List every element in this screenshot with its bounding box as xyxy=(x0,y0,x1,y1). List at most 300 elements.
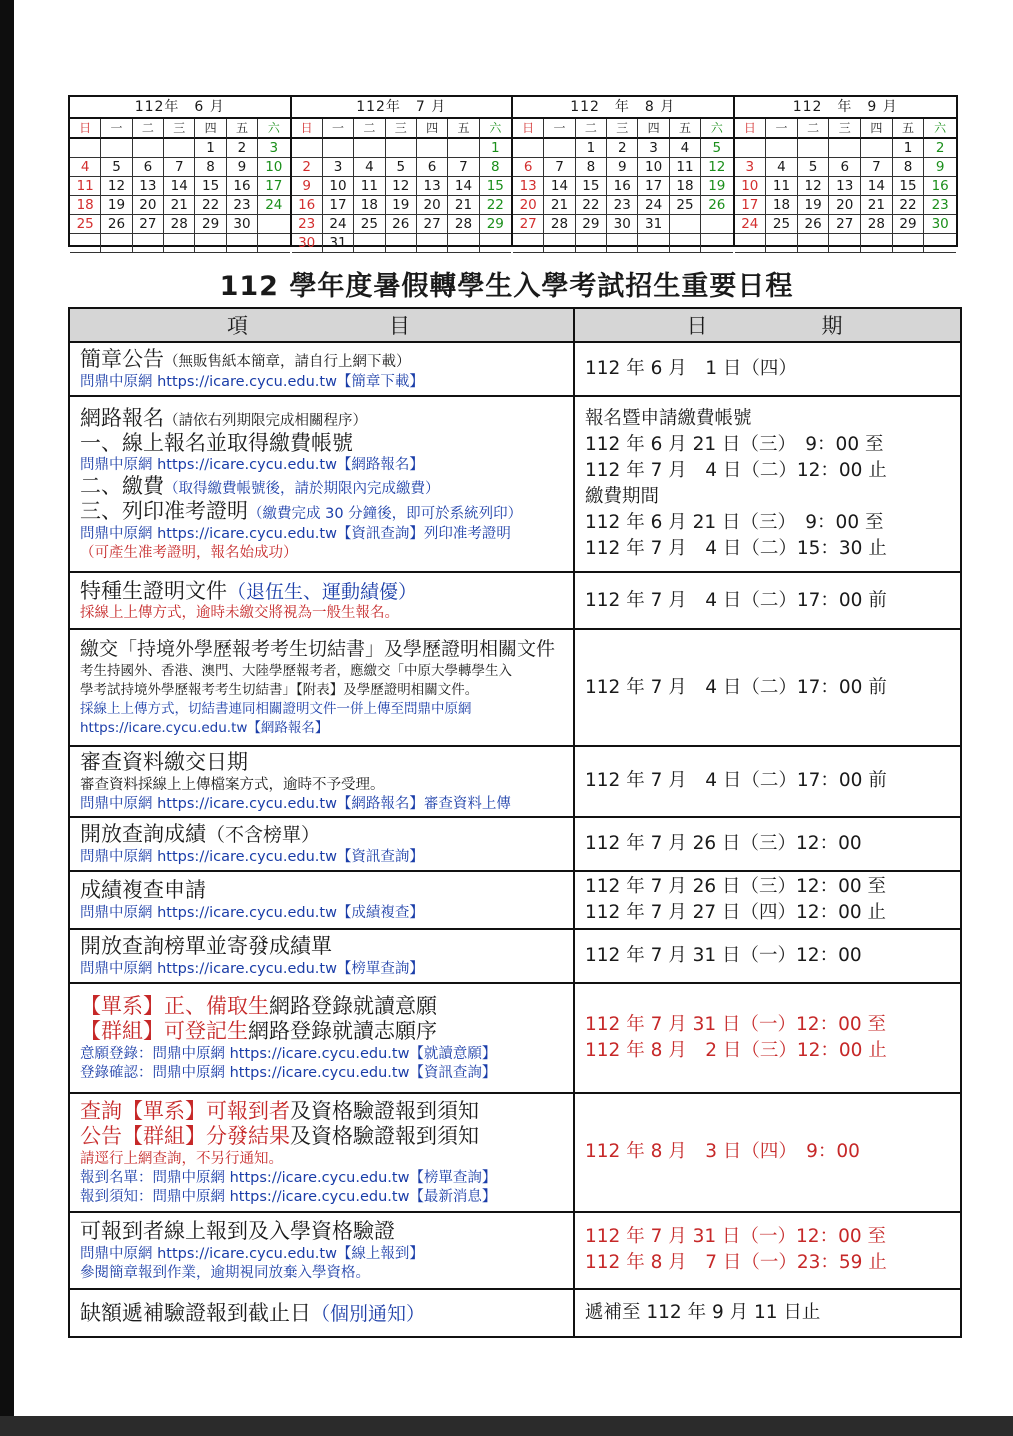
weekday-label: 四 xyxy=(638,119,669,139)
date-line: 112 年 7 月 27 日（四）12：00 止 xyxy=(585,901,886,923)
calendar-day: 5 xyxy=(701,139,732,158)
date-line: 112 年 7 月 31 日（一）12：00 至 xyxy=(585,1013,886,1035)
item-note: （請依右列期限完成相關程序） xyxy=(164,412,367,429)
date-line: 112 年 8 月 3 日（四） 9：00 xyxy=(585,1141,860,1163)
calendar-day: 15 xyxy=(480,177,511,196)
table-row xyxy=(69,871,961,929)
calendar-day xyxy=(513,234,544,253)
calendar-day: 31 xyxy=(323,234,354,253)
item-text: 問鼎中原網 https://icare.cycu.edu.tw【網路報名】審查資料上傳 xyxy=(80,795,511,812)
date-cell xyxy=(574,342,961,396)
calendar-grid xyxy=(70,119,290,253)
item-note: （繳費完成 30 分鐘後，即可於系統列印） xyxy=(248,506,523,523)
calendar-day xyxy=(544,139,575,158)
weekday-label: 六 xyxy=(258,119,289,139)
date-line: 繳費期間 xyxy=(585,486,660,507)
table-row xyxy=(69,817,961,871)
date-cell xyxy=(574,572,961,629)
item-cell xyxy=(69,1289,574,1337)
item-text: 問鼎中原網 https://icare.cycu.edu.tw【網路報名】 xyxy=(80,457,424,474)
calendar-day: 23 xyxy=(924,196,956,215)
calendar-month xyxy=(292,97,514,251)
calendar-day: 6 xyxy=(417,158,448,177)
item-line xyxy=(80,1149,565,1168)
calendar-day: 16 xyxy=(607,177,638,196)
calendar-day: 28 xyxy=(861,215,893,234)
item-text: 開放查詢成績 xyxy=(80,822,206,847)
item-line xyxy=(80,822,565,847)
item-note: 及資格驗證報到須知 xyxy=(290,1123,479,1148)
calendar-day: 10 xyxy=(323,177,354,196)
weekday-label: 一 xyxy=(101,119,132,139)
item-line xyxy=(80,638,565,660)
calendar-day xyxy=(354,234,385,253)
calendar-strip xyxy=(68,95,958,251)
calendar-day: 25 xyxy=(670,196,701,215)
item-text: 參閱簡章報到作業，逾期視同放棄入學資格。 xyxy=(80,1264,370,1281)
weekday-label: 日 xyxy=(292,119,323,139)
item-line xyxy=(80,903,565,922)
item-text: 問鼎中原網 https://icare.cycu.edu.tw【成績複查】 xyxy=(80,904,424,921)
date-cell xyxy=(574,1093,961,1212)
table-row xyxy=(69,1093,961,1212)
calendar-day: 4 xyxy=(670,139,701,158)
calendar-day: 20 xyxy=(829,196,861,215)
item-line xyxy=(80,959,565,978)
calendar-day: 26 xyxy=(386,215,417,234)
calendar-day: 12 xyxy=(386,177,417,196)
date-line: 112 年 7 月 4 日（二）17：00 前 xyxy=(585,770,887,792)
weekday-label: 三 xyxy=(164,119,195,139)
calendar-grid xyxy=(735,119,957,253)
calendar-day xyxy=(386,234,417,253)
item-line xyxy=(80,699,565,718)
date-line: 112 年 8 月 7 日（一）23：59 止 xyxy=(585,1252,887,1274)
calendar-day: 15 xyxy=(195,177,226,196)
calendar-day: 8 xyxy=(576,158,607,177)
calendar-day xyxy=(70,234,101,253)
calendar-day xyxy=(735,139,767,158)
table-row xyxy=(69,572,961,629)
calendar-day: 23 xyxy=(607,196,638,215)
item-line xyxy=(80,603,565,622)
calendar-day: 1 xyxy=(893,139,925,158)
calendar-day: 27 xyxy=(513,215,544,234)
calendar-day: 3 xyxy=(323,158,354,177)
calendar-day: 6 xyxy=(133,158,164,177)
calendar-day: 16 xyxy=(924,177,956,196)
calendar-day: 12 xyxy=(798,177,830,196)
item-text: 學考試持境外學歷報考考生切結書」【附表】及學歷證明相關文件。 xyxy=(80,681,479,698)
date-line: 112 年 7 月 4 日（二）15：30 止 xyxy=(585,538,887,559)
date-cell xyxy=(574,396,961,572)
calendar-day xyxy=(101,139,132,158)
calendar-day xyxy=(924,234,956,253)
calendar-day xyxy=(386,139,417,158)
date-line: 112 年 8 月 2 日（三）12：00 止 xyxy=(585,1039,887,1061)
calendar-day: 28 xyxy=(544,215,575,234)
calendar-day: 2 xyxy=(227,139,258,158)
calendar-day: 30 xyxy=(924,215,956,234)
item-text: 採線上上傳方式，切結書連同相關證明文件一併上傳至問鼎中原網 xyxy=(80,700,472,717)
item-line xyxy=(80,406,565,431)
calendar-day: 18 xyxy=(670,177,701,196)
item-text: 採線上上傳方式，逾時未繳交將視為一般生報名。 xyxy=(80,605,399,622)
calendar-day: 2 xyxy=(607,139,638,158)
calendar-day: 10 xyxy=(735,177,767,196)
date-cell xyxy=(574,817,961,871)
weekday-label: 一 xyxy=(323,119,354,139)
calendar-day: 5 xyxy=(101,158,132,177)
date-cell xyxy=(574,746,961,817)
item-text: 缺額遞補驗證報到截止日 xyxy=(80,1300,311,1325)
calendar-day xyxy=(861,234,893,253)
calendar-day: 24 xyxy=(735,215,767,234)
calendar-day: 29 xyxy=(893,215,925,234)
item-line xyxy=(80,499,565,524)
calendar-day: 27 xyxy=(133,215,164,234)
calendar-day xyxy=(133,139,164,158)
calendar-day: 6 xyxy=(513,158,544,177)
calendar-day: 4 xyxy=(766,158,798,177)
calendar-day xyxy=(638,234,669,253)
calendar-day: 11 xyxy=(766,177,798,196)
weekday-label: 二 xyxy=(576,119,607,139)
calendar-day xyxy=(513,139,544,158)
calendar-day: 1 xyxy=(195,139,226,158)
item-text: 三、列印准考證明 xyxy=(80,499,248,524)
calendar-day: 5 xyxy=(798,158,830,177)
weekday-label: 六 xyxy=(924,119,956,139)
calendar-day: 22 xyxy=(480,196,511,215)
calendar-day: 25 xyxy=(766,215,798,234)
item-note: 網路登錄就讀意願 xyxy=(269,994,437,1019)
calendar-day: 14 xyxy=(164,177,195,196)
weekday-label: 日 xyxy=(513,119,544,139)
item-text: 問鼎中原網 https://icare.cycu.edu.tw【榜單查詢】 xyxy=(80,960,424,977)
calendar-day: 9 xyxy=(924,158,956,177)
item-text: 網路報名 xyxy=(80,405,164,430)
item-note: （退伍生、運動績優） xyxy=(227,580,418,603)
calendar-day xyxy=(164,139,195,158)
weekday-label: 四 xyxy=(417,119,448,139)
calendar-day: 27 xyxy=(829,215,861,234)
calendar-day xyxy=(101,234,132,253)
weekday-label: 五 xyxy=(670,119,701,139)
calendar-grid xyxy=(292,119,512,253)
calendar-day: 11 xyxy=(354,177,385,196)
calendar-day: 9 xyxy=(607,158,638,177)
date-line: 112 年 6 月 21 日（三） 9：00 至 xyxy=(585,434,884,455)
weekday-label: 三 xyxy=(607,119,638,139)
item-text: https://icare.cycu.edu.tw【網路報名】 xyxy=(80,719,329,736)
item-note: 網路登錄就讀志願序 xyxy=(248,1018,437,1043)
calendar-day: 11 xyxy=(670,158,701,177)
calendar-day: 14 xyxy=(861,177,893,196)
calendar-day: 7 xyxy=(861,158,893,177)
calendar-month-title: 112 年 8 月 xyxy=(513,97,733,119)
calendar-day: 3 xyxy=(735,158,767,177)
table-row xyxy=(69,929,961,983)
item-line xyxy=(80,524,565,543)
calendar-day xyxy=(701,215,732,234)
calendar-day xyxy=(670,215,701,234)
item-line xyxy=(80,934,565,959)
calendar-day: 28 xyxy=(448,215,479,234)
item-text: 登錄確認：問鼎中原網 https://icare.cycu.edu.tw【資訊查詢】 xyxy=(80,1064,497,1081)
calendar-day: 29 xyxy=(480,215,511,234)
calendar-day: 29 xyxy=(576,215,607,234)
calendar-day xyxy=(417,139,448,158)
weekday-label: 五 xyxy=(893,119,925,139)
table-row xyxy=(69,1289,961,1337)
date-cell xyxy=(574,871,961,929)
calendar-day: 21 xyxy=(164,196,195,215)
calendar-day: 22 xyxy=(893,196,925,215)
calendar-day: 8 xyxy=(480,158,511,177)
calendar-day: 27 xyxy=(417,215,448,234)
calendar-day: 31 xyxy=(638,215,669,234)
table-header xyxy=(69,308,961,342)
calendar-day: 6 xyxy=(829,158,861,177)
date-line: 112 年 7 月 26 日（三）12：00 xyxy=(585,832,862,854)
item-text: 簡章公告 xyxy=(80,347,164,372)
weekday-label: 三 xyxy=(386,119,417,139)
item-note: （個別通知） xyxy=(311,1302,426,1325)
item-line xyxy=(80,347,565,372)
date-line: 112 年 6 月 1 日（四） xyxy=(585,358,797,379)
date-line: 112 年 6 月 21 日（三） 9：00 至 xyxy=(585,512,884,533)
item-text: 問鼎中原網 https://icare.cycu.edu.tw【簡章下載】 xyxy=(80,373,424,390)
item-text: 問鼎中原網 https://icare.cycu.edu.tw【線上報到】 xyxy=(80,1245,424,1262)
page-title: 112 學年度暑假轉學生入學考試招生重要日程 xyxy=(219,271,794,302)
calendar-day: 7 xyxy=(448,158,479,177)
calendar-day: 30 xyxy=(292,234,323,253)
item-text: 【單系】正、備取生 xyxy=(80,994,269,1019)
calendar-day: 16 xyxy=(227,177,258,196)
calendar-day: 19 xyxy=(701,177,732,196)
item-line xyxy=(80,1124,565,1149)
bottom-bar xyxy=(0,1416,1013,1436)
item-line xyxy=(80,1099,565,1124)
item-cell xyxy=(69,871,574,929)
calendar-day: 10 xyxy=(638,158,669,177)
item-cell xyxy=(69,572,574,629)
calendar-day xyxy=(576,234,607,253)
calendar-day xyxy=(195,234,226,253)
date-line: 112 年 7 月 4 日（二）12：00 止 xyxy=(585,460,887,481)
date-cell xyxy=(574,1289,961,1337)
item-cell xyxy=(69,817,574,871)
calendar-day: 13 xyxy=(513,177,544,196)
item-line xyxy=(80,994,565,1019)
calendar-day: 17 xyxy=(638,177,669,196)
item-text: 報到須知：問鼎中原網 https://icare.cycu.edu.tw【最新消息】 xyxy=(80,1188,497,1205)
calendar-day: 24 xyxy=(258,196,289,215)
weekday-label: 二 xyxy=(798,119,830,139)
calendar-day xyxy=(133,234,164,253)
calendar-day: 2 xyxy=(924,139,956,158)
item-note: （無販售紙本簡章，請自行上網下載） xyxy=(164,354,411,371)
calendar-day xyxy=(893,234,925,253)
calendar-day: 19 xyxy=(386,196,417,215)
item-line xyxy=(80,474,565,499)
calendar-day: 28 xyxy=(164,215,195,234)
calendar-day: 21 xyxy=(861,196,893,215)
item-line xyxy=(80,661,565,680)
calendar-day: 12 xyxy=(701,158,732,177)
weekday-label: 三 xyxy=(829,119,861,139)
table-row xyxy=(69,983,961,1093)
calendar-day xyxy=(766,234,798,253)
item-line xyxy=(80,750,565,775)
item-text: 查詢【單系】可報到者 xyxy=(80,1099,290,1124)
item-line xyxy=(80,1044,565,1063)
item-text: 二、繳費 xyxy=(80,474,164,499)
item-cell xyxy=(69,929,574,983)
calendar-day xyxy=(70,139,101,158)
calendar-day: 17 xyxy=(735,196,767,215)
calendar-day xyxy=(735,234,767,253)
table-row xyxy=(69,396,961,572)
item-line xyxy=(80,543,565,562)
calendar-day xyxy=(701,234,732,253)
item-text: 考生持國外、香港、澳門、大陸學歷報考者，應繳交「中原大學轉學生入 xyxy=(80,662,512,679)
calendar-day: 22 xyxy=(576,196,607,215)
calendar-day xyxy=(861,139,893,158)
table-row xyxy=(69,746,961,817)
calendar-day xyxy=(670,234,701,253)
calendar-day: 15 xyxy=(893,177,925,196)
header-date: 日 期 xyxy=(574,308,961,342)
item-line xyxy=(80,1301,565,1326)
calendar-day: 25 xyxy=(354,215,385,234)
calendar-day: 15 xyxy=(576,177,607,196)
date-line: 報名暨申請繳費帳號 xyxy=(585,408,752,429)
calendar-day: 8 xyxy=(195,158,226,177)
item-text: 一、線上報名並取得繳費帳號 xyxy=(80,430,353,455)
item-line xyxy=(80,1019,565,1044)
calendar-day: 10 xyxy=(258,158,289,177)
item-line xyxy=(80,878,565,903)
item-text: 特種生證明文件 xyxy=(80,578,227,603)
calendar-day: 14 xyxy=(448,177,479,196)
item-line xyxy=(80,455,565,474)
item-text: 報到名單：問鼎中原網 https://icare.cycu.edu.tw【榜單查詢】 xyxy=(80,1169,497,1186)
date-cell xyxy=(574,983,961,1093)
calendar-day: 1 xyxy=(576,139,607,158)
table-row xyxy=(69,629,961,746)
calendar-day: 9 xyxy=(292,177,323,196)
calendar-day: 7 xyxy=(544,158,575,177)
item-text: 開放查詢榜單並寄發成績單 xyxy=(80,934,332,959)
item-cell xyxy=(69,396,574,572)
item-line xyxy=(80,718,565,737)
left-edge xyxy=(0,0,14,1436)
calendar-day xyxy=(766,139,798,158)
weekday-label: 四 xyxy=(195,119,226,139)
calendar-day: 2 xyxy=(292,158,323,177)
calendar-day xyxy=(798,139,830,158)
calendar-day xyxy=(829,234,861,253)
item-line xyxy=(80,775,565,794)
calendar-day xyxy=(448,234,479,253)
item-cell xyxy=(69,983,574,1093)
date-line: 112 年 7 月 4 日（二）17：00 前 xyxy=(585,676,887,698)
calendar-day: 21 xyxy=(544,196,575,215)
item-text: 繳交「持境外學歷報考考生切結書」及學歷證明相關文件 xyxy=(80,638,556,661)
item-line xyxy=(80,1187,565,1206)
calendar-day: 8 xyxy=(893,158,925,177)
item-text: 【群組】可登記生 xyxy=(80,1018,248,1043)
item-line xyxy=(80,1219,565,1244)
calendar-day: 13 xyxy=(829,177,861,196)
calendar-day xyxy=(448,139,479,158)
item-text: 成績複查申請 xyxy=(80,878,206,903)
item-note: 及資格驗證報到須知 xyxy=(290,1099,479,1124)
date-line: 112 年 7 月 4 日（二）17：00 前 xyxy=(585,589,887,611)
calendar-day: 5 xyxy=(386,158,417,177)
calendar-day: 12 xyxy=(101,177,132,196)
item-line xyxy=(80,372,565,391)
weekday-label: 五 xyxy=(448,119,479,139)
table-row xyxy=(69,342,961,396)
calendar-day: 20 xyxy=(133,196,164,215)
calendar-day: 17 xyxy=(323,196,354,215)
weekday-label: 日 xyxy=(735,119,767,139)
item-line xyxy=(80,1263,565,1282)
calendar-day: 23 xyxy=(292,215,323,234)
item-text: 審查資料繳交日期 xyxy=(80,750,248,774)
calendar-day xyxy=(227,234,258,253)
calendar-day: 21 xyxy=(448,196,479,215)
item-text: 意願登錄：問鼎中原網 https://icare.cycu.edu.tw【就讀意願】 xyxy=(80,1045,497,1062)
item-text: （可產生准考證明，報名始成功） xyxy=(80,545,298,562)
calendar-day: 23 xyxy=(227,196,258,215)
item-note: （取得繳費帳號後，請於期限內完成繳費） xyxy=(164,481,440,498)
calendar-day: 20 xyxy=(513,196,544,215)
calendar-day: 1 xyxy=(480,139,511,158)
calendar-day xyxy=(292,139,323,158)
calendar-day: 19 xyxy=(101,196,132,215)
item-text: 問鼎中原網 https://icare.cycu.edu.tw【資訊查詢】 xyxy=(80,848,424,865)
calendar-day: 18 xyxy=(70,196,101,215)
weekday-label: 六 xyxy=(701,119,732,139)
weekday-label: 六 xyxy=(480,119,511,139)
weekday-label: 一 xyxy=(544,119,575,139)
calendar-day: 7 xyxy=(164,158,195,177)
calendar-day: 17 xyxy=(258,177,289,196)
calendar-day: 19 xyxy=(798,196,830,215)
item-text: 審查資料採線上上傳檔案方式，逾時不予受理。 xyxy=(80,776,385,793)
calendar-day: 24 xyxy=(323,215,354,234)
item-cell xyxy=(69,1093,574,1212)
calendar-day xyxy=(798,234,830,253)
calendar-day: 26 xyxy=(101,215,132,234)
item-cell xyxy=(69,629,574,746)
calendar-day xyxy=(164,234,195,253)
item-line xyxy=(80,1168,565,1187)
calendar-month-title: 112年 6 月 xyxy=(70,97,290,119)
item-line xyxy=(80,579,565,604)
calendar-day: 11 xyxy=(70,177,101,196)
calendar-day xyxy=(544,234,575,253)
schedule-table xyxy=(68,307,962,1338)
calendar-day: 20 xyxy=(417,196,448,215)
date-line: 遞補至 112 年 9 月 11 日止 xyxy=(585,1301,821,1323)
calendar-day: 13 xyxy=(417,177,448,196)
item-text: 可報到者線上報到及入學資格驗證 xyxy=(80,1218,395,1243)
